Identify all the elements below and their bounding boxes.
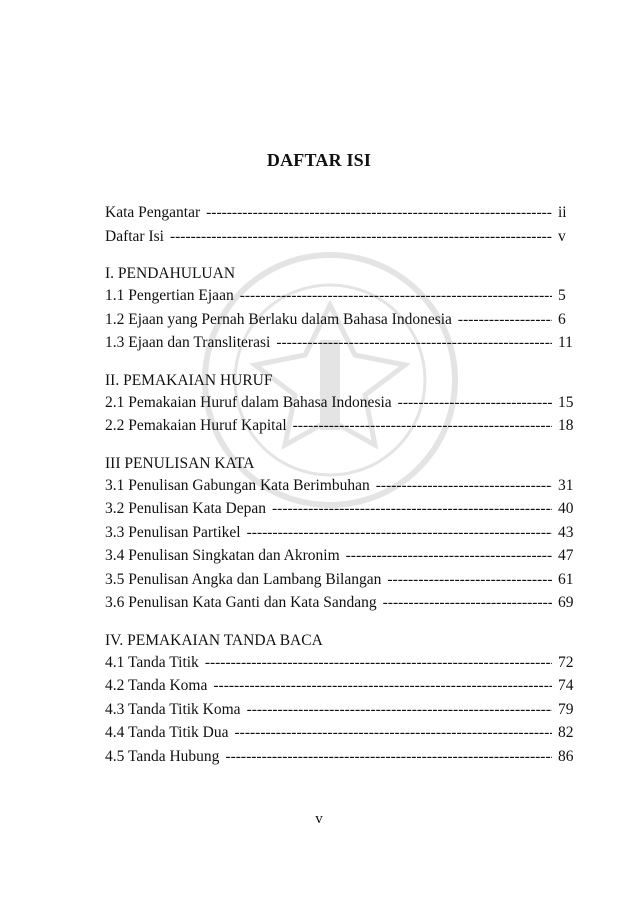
dot-leader [398, 391, 552, 415]
toc-entry-label: 3.2 Penulisan Kata Depan [105, 500, 266, 517]
dot-leader [276, 331, 552, 355]
toc-entry-label: 3.3 Penulisan Partikel [105, 523, 241, 541]
toc-section-1 [105, 264, 580, 355]
toc-entry-label: 3.4 Penulisan Singkatan dan Akronim [105, 547, 340, 564]
toc-entry-label: 4.2 Tanda Koma [105, 677, 208, 694]
page-number: v [315, 811, 323, 827]
toc-entry[interactable] [105, 745, 580, 769]
toc-entry[interactable] [105, 331, 580, 355]
toc-entry-page: 15 [558, 393, 574, 411]
toc-entry-page: 61 [558, 570, 574, 588]
dot-leader [247, 521, 552, 545]
toc-entry[interactable] [105, 698, 580, 722]
toc-entry-page: 74 [558, 677, 574, 694]
toc-entry-label: Kata Pengantar [105, 204, 201, 221]
dot-leader [293, 414, 552, 438]
toc-section-2 [105, 371, 580, 438]
toc-section-title[interactable]: III PENULISAN KATA [105, 454, 255, 472]
toc-entry-page: 40 [558, 500, 574, 517]
dot-leader [247, 698, 552, 722]
toc-entry-page: 6 [558, 310, 566, 328]
toc-entry-label: 4.5 Tanda Hubung [105, 747, 220, 765]
toc-section-title[interactable]: I. PENDAHULUAN [105, 265, 236, 282]
toc-entry-label: 2.1 Pemakaian Huruf dalam Bahasa Indonesia [105, 393, 392, 411]
toc-entry-page: 18 [558, 417, 574, 434]
toc-entry-page: 72 [558, 653, 574, 671]
toc-entry[interactable] [105, 591, 580, 615]
dot-leader [205, 651, 552, 675]
toc-entry-page: 69 [558, 594, 574, 611]
dot-leader [213, 674, 552, 698]
toc-entry-label: Daftar Isi [105, 227, 164, 245]
toc-entry-page: 43 [558, 523, 574, 541]
toc-entry[interactable] [105, 391, 580, 415]
toc-entry[interactable] [105, 721, 580, 745]
toc-entry[interactable] [105, 568, 580, 592]
dot-leader [206, 201, 552, 225]
dot-leader [387, 568, 552, 592]
toc-entry[interactable] [105, 521, 580, 545]
toc-entry[interactable] [105, 414, 580, 438]
toc-entry-label: 3.1 Penulisan Gabungan Kata Berimbuhan [105, 476, 370, 494]
toc-entry-label: 4.1 Tanda Titik [105, 653, 199, 671]
toc-entry-page: 31 [558, 476, 574, 494]
toc-entry-page: 79 [558, 700, 574, 718]
table-of-contents [105, 201, 580, 784]
dot-leader [272, 497, 552, 521]
toc-entry[interactable] [105, 497, 580, 521]
dot-leader [376, 474, 552, 498]
dot-leader [170, 225, 552, 249]
toc-entry[interactable] [105, 308, 580, 332]
toc-entry[interactable] [105, 651, 580, 675]
toc-entry-label: 2.2 Pemakaian Huruf Kapital [105, 417, 287, 434]
toc-entry-page: 86 [558, 747, 574, 765]
toc-section-4 [105, 631, 580, 769]
toc-entry[interactable] [105, 201, 580, 225]
toc-entry-label: 1.3 Ejaan dan Transliterasi [105, 334, 271, 351]
toc-section-title[interactable]: II. PEMAKAIAN HURUF [105, 371, 273, 389]
toc-entry-page: ii [558, 204, 567, 221]
dot-leader [346, 544, 552, 568]
toc-entry-label: 1.1 Pengertian Ejaan [105, 287, 234, 304]
toc-entry[interactable] [105, 544, 580, 568]
toc-entry-page: v [558, 227, 566, 245]
toc-entry-label: 3.5 Penulisan Angka dan Lambang Bilangan [105, 570, 382, 588]
toc-front-matter [105, 201, 580, 248]
toc-entry-label: 1.2 Ejaan yang Pernah Berlaku dalam Bahasa Indonesia [105, 310, 452, 328]
toc-entry-page: 5 [558, 287, 566, 304]
toc-entry-page: 82 [558, 724, 574, 741]
toc-section-title[interactable]: IV. PEMAKAIAN TANDA BACA [105, 631, 323, 649]
toc-entry[interactable] [105, 225, 580, 249]
toc-entry[interactable] [105, 674, 580, 698]
toc-entry[interactable] [105, 284, 580, 308]
toc-entry[interactable] [105, 474, 580, 498]
dot-leader [458, 308, 552, 332]
dot-leader [383, 591, 552, 615]
page-title: DAFTAR ISI [266, 150, 372, 170]
toc-entry-label: 4.3 Tanda Titik Koma [105, 700, 241, 718]
dot-leader [240, 284, 552, 308]
toc-entry-page: 11 [558, 334, 573, 351]
toc-entry-page: 47 [558, 547, 574, 564]
dot-leader [235, 721, 552, 745]
toc-entry-label: 3.6 Penulisan Kata Ganti dan Kata Sandang [105, 594, 377, 611]
toc-section-3 [105, 454, 580, 615]
dot-leader [225, 745, 552, 769]
toc-entry-label: 4.4 Tanda Titik Dua [105, 724, 229, 741]
